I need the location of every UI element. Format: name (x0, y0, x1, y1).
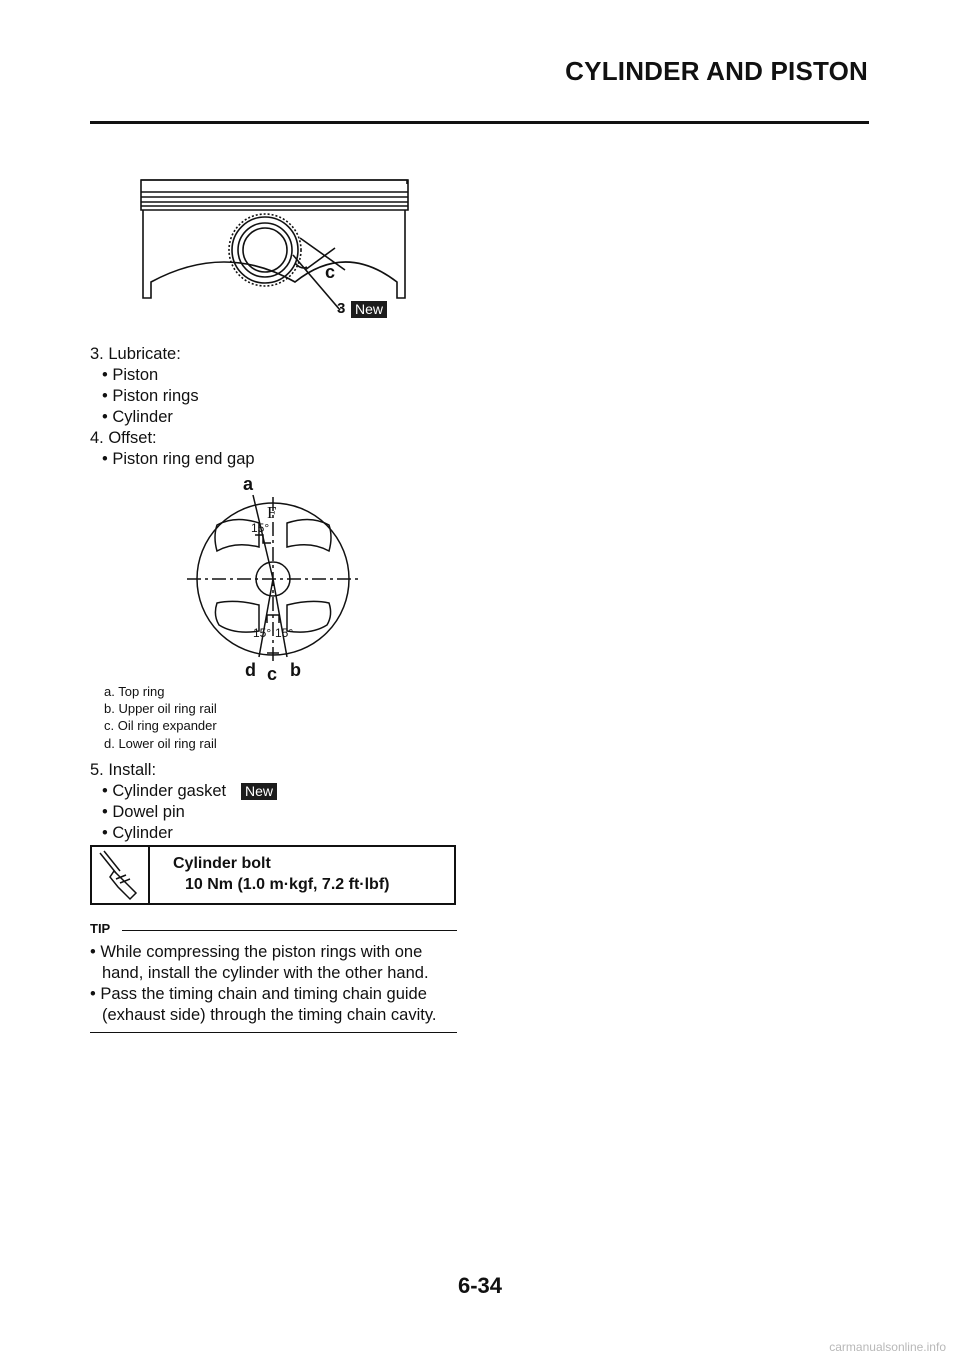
figure1-label-3: 3 (337, 300, 346, 317)
legend-item: c. Oil ring expander (104, 718, 217, 733)
tip-label: TIP (90, 921, 111, 936)
torque-item-value: 10 Nm (1.0 m·kgf, 7.2 ft·lbf) (185, 876, 390, 893)
step-5-item: • Cylinder (102, 824, 173, 842)
step-5-item: • Dowel pin (102, 803, 185, 821)
legend-item: b. Upper oil ring rail (104, 701, 217, 716)
torque-item-name: Cylinder bolt (173, 855, 271, 872)
figure2-label-c: c (267, 664, 278, 684)
header-rule (90, 121, 869, 124)
figure2-angle-top: 15° (251, 521, 270, 535)
figure2-angle-bottom-right: 15° (275, 626, 294, 640)
torque-box-divider (148, 845, 150, 905)
page-number: 6-34 (457, 1273, 503, 1298)
tip-bullet-line: • Pass the timing chain and timing chain guide (90, 985, 427, 1003)
step-3-title: 3. Lubricate: (90, 345, 181, 363)
figure2-label-d: d (245, 660, 256, 680)
figure2-angle-bottom-left: 15° (253, 626, 272, 640)
figure2-label-a: a (243, 474, 254, 494)
tip-bullet-line: • While compressing the piston rings with one (90, 943, 423, 961)
legend-item: a. Top ring (104, 684, 165, 699)
torque-spec-box (90, 845, 456, 905)
new-badge: New (241, 783, 277, 800)
step-3-item: • Cylinder (102, 408, 173, 426)
figure1-label-c: c (325, 262, 336, 282)
step-4-title: 4. Offset: (90, 429, 157, 447)
step-5-item: • Cylinder gasket (102, 782, 227, 800)
step-3-item: • Piston (102, 366, 159, 384)
step-3-item: • Piston rings (102, 387, 199, 405)
tip-rule (122, 930, 457, 931)
step-5-title: 5. Install: (90, 761, 157, 779)
figure2-label-f: F (267, 503, 277, 522)
new-badge: New (351, 301, 387, 318)
watermark-url[interactable]: carmanualsonline.info (829, 1340, 946, 1354)
torque-wrench-icon (96, 849, 144, 901)
tip-bottom-rule (90, 1032, 457, 1033)
tip-bullet-line: hand, install the cylinder with the other hand. (102, 964, 429, 982)
piston-side-view-figure (135, 170, 425, 320)
step-4-item: • Piston ring end gap (102, 450, 255, 468)
legend-item: d. Lower oil ring rail (104, 736, 217, 751)
figure2-label-b: b (290, 660, 301, 680)
page-title: CYLINDER AND PISTON (565, 56, 868, 86)
tip-bullet-line: (exhaust side) through the timing chain cavity. (102, 1006, 437, 1024)
